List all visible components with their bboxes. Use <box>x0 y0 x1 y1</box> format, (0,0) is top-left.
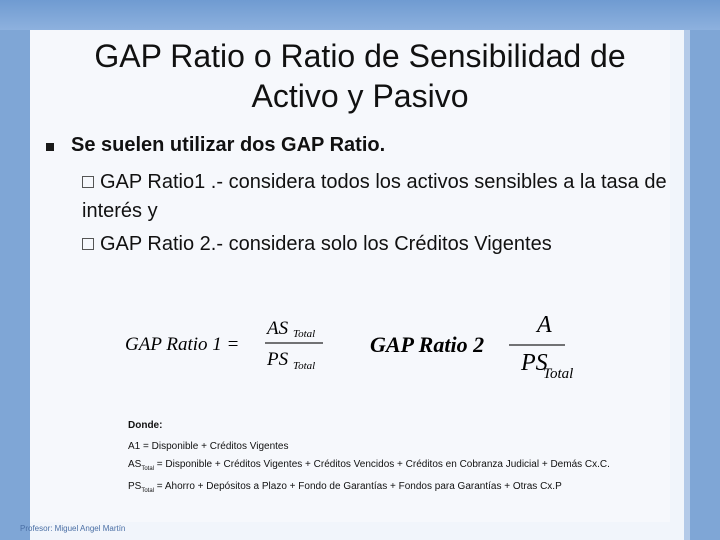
definition-ps-label: PS <box>128 481 142 492</box>
definition-as-total <box>128 456 610 478</box>
definition-as-text: = Disponible + Créditos Vigentes + Créditos Vencidos + Créditos en Cobranza Judicial + Demás Cx.C. <box>154 459 610 470</box>
main-bullet-text: Se suelen utilizar dos GAP Ratio. <box>71 134 386 156</box>
definition-as-sub: Total <box>141 466 155 472</box>
slide-title: GAP Ratio o Ratio de Sensibilidad de Activo y Pasivo <box>94 38 626 114</box>
sub-bullet-1 <box>82 168 672 226</box>
checkbox-bullet-icon <box>82 238 94 250</box>
slide-content <box>30 30 670 522</box>
slide <box>30 30 690 540</box>
footer-author: Profesor: Miguel Angel Martín <box>20 524 126 533</box>
formula-2-lhs: GAP Ratio 2 <box>370 332 485 357</box>
formula-1-denominator-sub: Total <box>293 360 316 372</box>
sub-bullet-2 <box>82 230 672 259</box>
definition-as-label: AS <box>128 459 142 470</box>
formula-2-numerator: A <box>537 312 552 338</box>
formula-2-denominator: PS <box>521 350 548 376</box>
formula-1-lhs: GAP Ratio 1 = <box>125 334 240 355</box>
sub-bullet-1-text: GAP Ratio1 .- considera todos los activos sensibles a la tasa de interés y <box>82 171 667 222</box>
definition-ps-text: = Ahorro + Depósitos a Plazo + Fondo de Garantías + Fondos para Garantías + Otras Cx.P <box>154 481 562 492</box>
formula-area <box>125 312 585 382</box>
definition-ps-total <box>128 478 610 500</box>
definition-a1: A1 = Disponible + Créditos Vigentes <box>128 441 289 452</box>
checkbox-bullet-icon <box>82 176 94 188</box>
definition-ps-sub: Total <box>141 488 155 494</box>
formula-2-denominator-sub: Total <box>543 366 574 382</box>
formula-1-numerator: AS <box>267 318 289 339</box>
definitions-heading: Donde: <box>128 420 163 431</box>
formula-1-denominator: PS <box>267 349 289 370</box>
sub-bullet-2-text: GAP Ratio 2.- considera solo los Créditos Vigentes <box>100 233 552 255</box>
definitions <box>128 417 610 500</box>
formula-graphic <box>125 312 585 382</box>
slide-top-band <box>0 0 720 30</box>
formula-1-numerator-sub: Total <box>293 328 316 340</box>
bullet-square-icon <box>46 143 54 151</box>
